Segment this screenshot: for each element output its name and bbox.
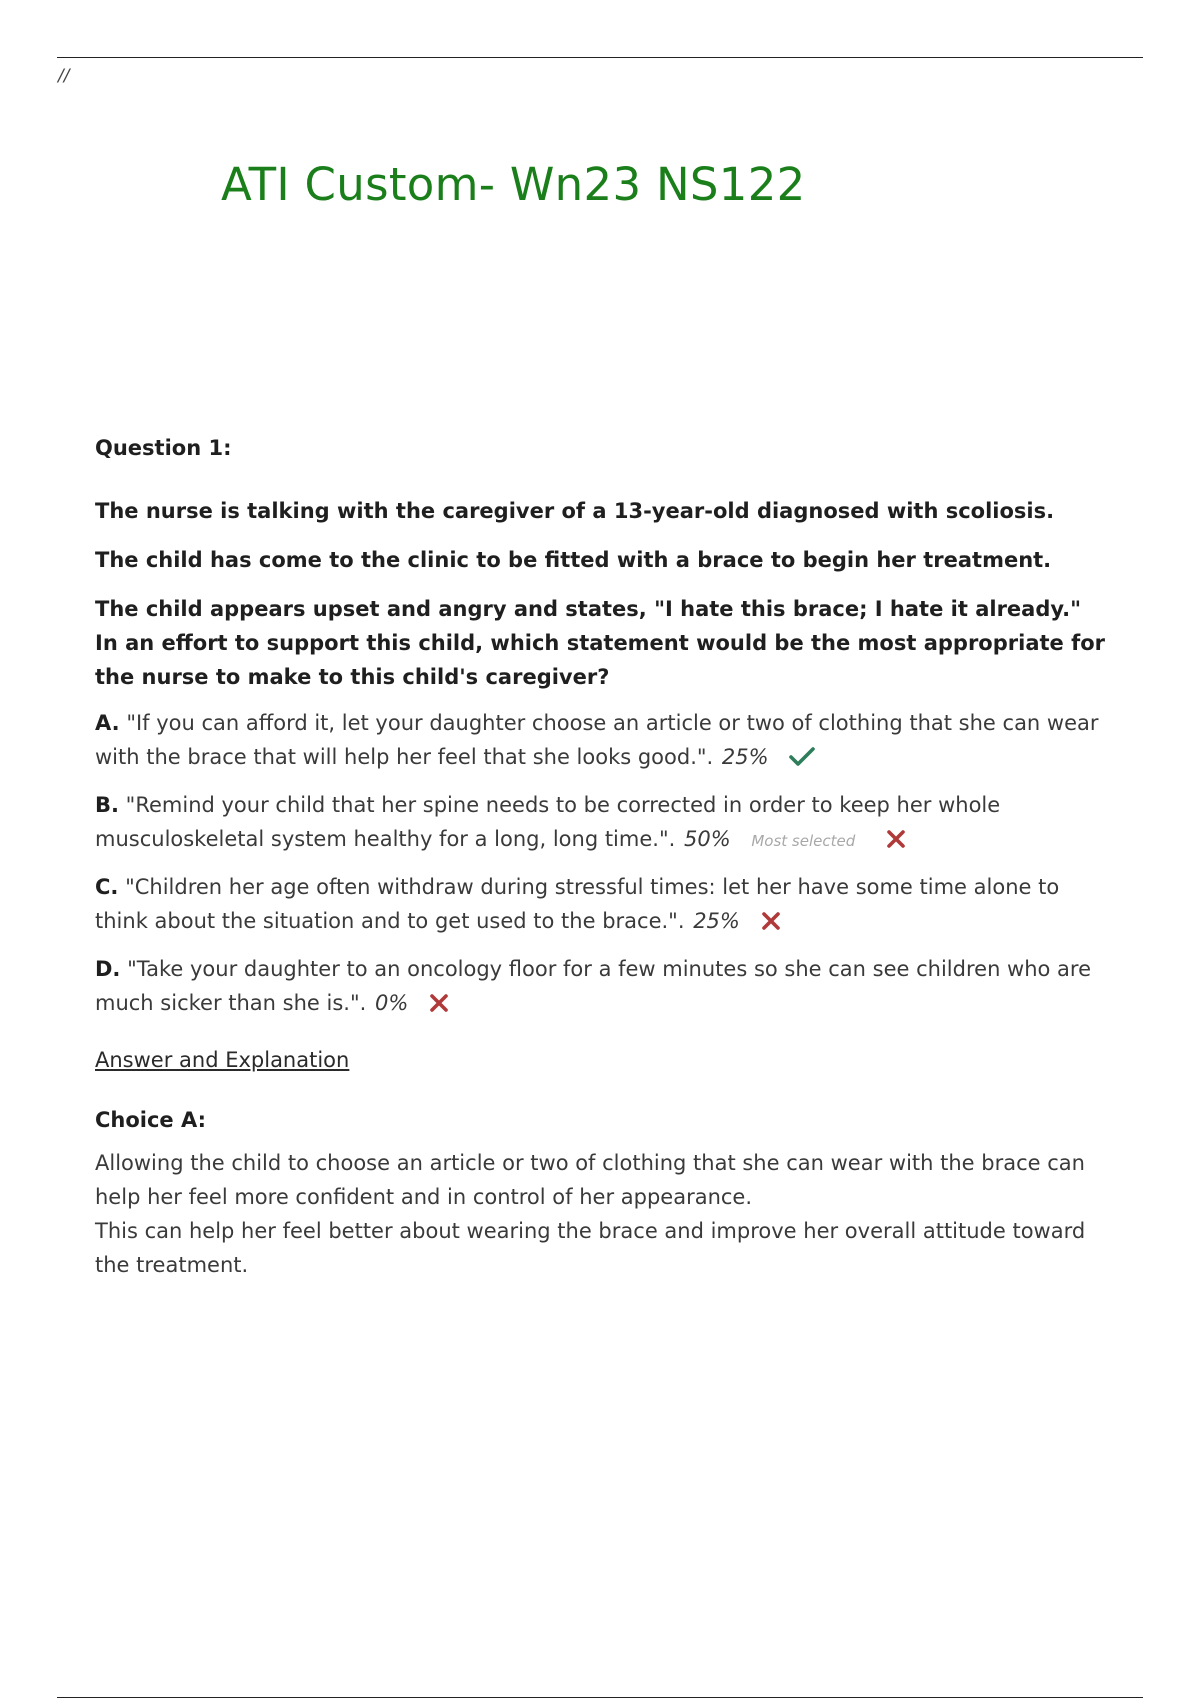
option-percent: 25% bbox=[693, 909, 740, 933]
option-letter: A. bbox=[95, 711, 120, 735]
top-rule bbox=[57, 57, 1143, 58]
option-text: "Children her age often withdraw during stressful times: let her have some time alone to think about the situation and to get used to the brace.". bbox=[95, 875, 1060, 933]
option-text: "Remind your child that her spine needs to be corrected in order to keep her whole musculoskeletal system healthy for a long, long time.". bbox=[95, 793, 1001, 851]
bottom-rule bbox=[57, 1697, 1143, 1698]
document-title: ATI Custom- Wn23 NS122 bbox=[221, 158, 806, 211]
x-icon bbox=[886, 825, 906, 859]
x-icon bbox=[429, 989, 449, 1023]
option-c[interactable] bbox=[95, 870, 1105, 941]
option-b[interactable] bbox=[95, 788, 1105, 859]
option-percent: 25% bbox=[721, 745, 769, 769]
option-percent: 0% bbox=[374, 991, 409, 1015]
option-letter: B. bbox=[95, 793, 119, 817]
option-percent: 50% bbox=[683, 827, 731, 851]
x-icon bbox=[761, 907, 781, 941]
option-a[interactable] bbox=[95, 706, 1105, 777]
option-text: "If you can afford it, let your daughter choose an article or two of clothing that she can wear with the brace that will help her feel that she looks good.". bbox=[95, 711, 1099, 769]
option-letter: D. bbox=[95, 957, 121, 981]
option-d[interactable] bbox=[95, 952, 1105, 1023]
answer-explanation-link[interactable]: Answer and Explanation bbox=[95, 1048, 350, 1072]
most-selected-note: Most selected bbox=[751, 832, 856, 850]
question-stem-line-2: The child has come to the clinic to be fitted with a brace to begin her treatment. bbox=[95, 548, 1052, 572]
header-slashes: // bbox=[58, 66, 70, 86]
explanation-paragraph-2: This can help her feel better about wearing the brace and improve her overall attitude toward the treatment. bbox=[95, 1219, 1086, 1277]
question-block bbox=[95, 436, 1105, 1282]
explanation-paragraph-1: Allowing the child to choose an article or two of clothing that she can wear with the brace can help her feel more confident and in control of her appearance. bbox=[95, 1151, 1085, 1209]
check-icon bbox=[789, 743, 815, 777]
option-text: "Take your daughter to an oncology floor for a few minutes so she can see children who are much sicker than she is.". bbox=[95, 957, 1092, 1015]
question-stem-line-1: The nurse is talking with the caregiver of a 13-year-old diagnosed with scoliosis. bbox=[95, 499, 1055, 523]
choice-label: Choice A: bbox=[95, 1108, 207, 1132]
question-stem-line-3: The child appears upset and angry and states, "I hate this brace; I hate it already." In an effort to support this child, which statement would be the most appropriate for the nurse to make to this child's caregiver? bbox=[95, 597, 1105, 689]
question-label: Question 1: bbox=[95, 436, 232, 460]
option-letter: C. bbox=[95, 875, 119, 899]
